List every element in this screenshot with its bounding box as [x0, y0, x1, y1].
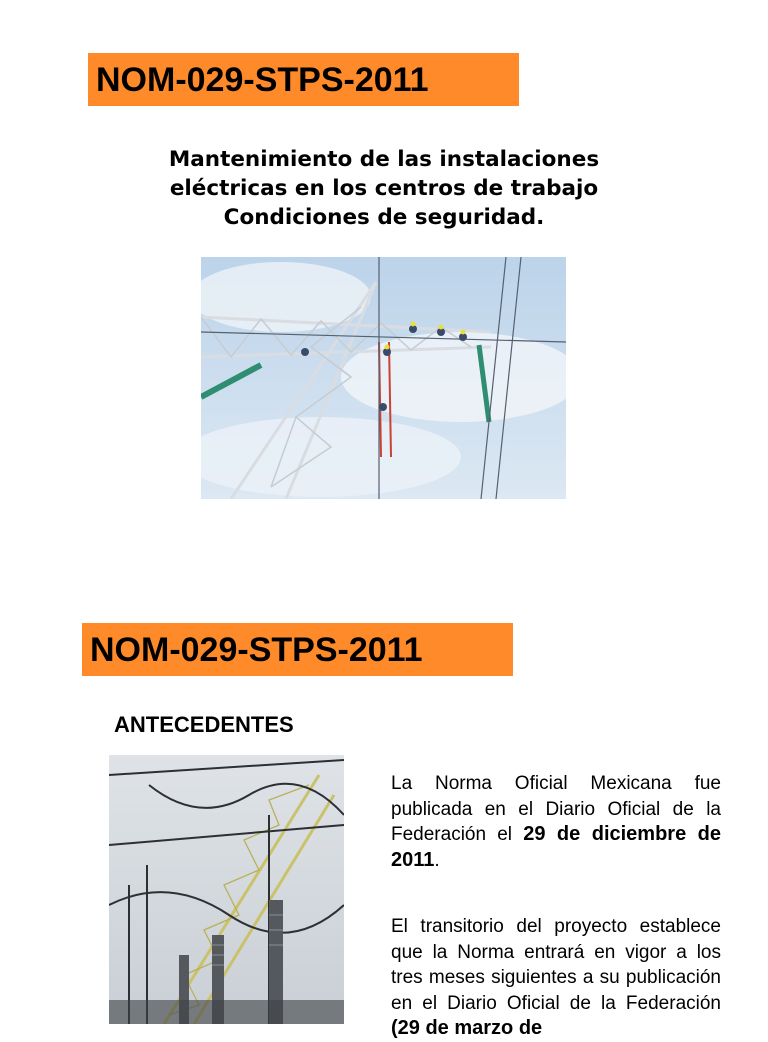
effective-date: (29 de marzo de [391, 1017, 543, 1040]
page-title: NOM-029-STPS-2011 [90, 630, 423, 669]
subtitle-line: eléctricas en los centros de trabajo [169, 176, 599, 201]
paragraph-end: . [434, 849, 440, 871]
publication-date: 29 de diciembre de 2011 [391, 823, 722, 871]
title-banner [82, 623, 513, 676]
substation-photo [109, 755, 344, 1024]
paragraph-text: La Norma Oficial Mexicana fue publicada en el Diario Oficial de la Federación el [391, 773, 721, 846]
title-banner [88, 53, 519, 106]
paragraph-transitory [391, 914, 721, 1042]
page-title: NOM-029-STPS-2011 [96, 60, 429, 99]
section-heading: ANTECEDENTES [114, 712, 294, 737]
subtitle-line: Mantenimiento de las instalaciones [168, 147, 600, 172]
subtitle [130, 145, 638, 232]
paragraph-publication [391, 771, 721, 873]
transmission-tower-photo [201, 257, 566, 499]
subtitle-line: Condiciones de seguridad. [223, 205, 545, 230]
paragraph-text: El transitorio del proyecto establece que la Norma entrará en vigor a los tres meses siguientes a su publicación en el Diario Oficial de la Federación [391, 916, 721, 1014]
